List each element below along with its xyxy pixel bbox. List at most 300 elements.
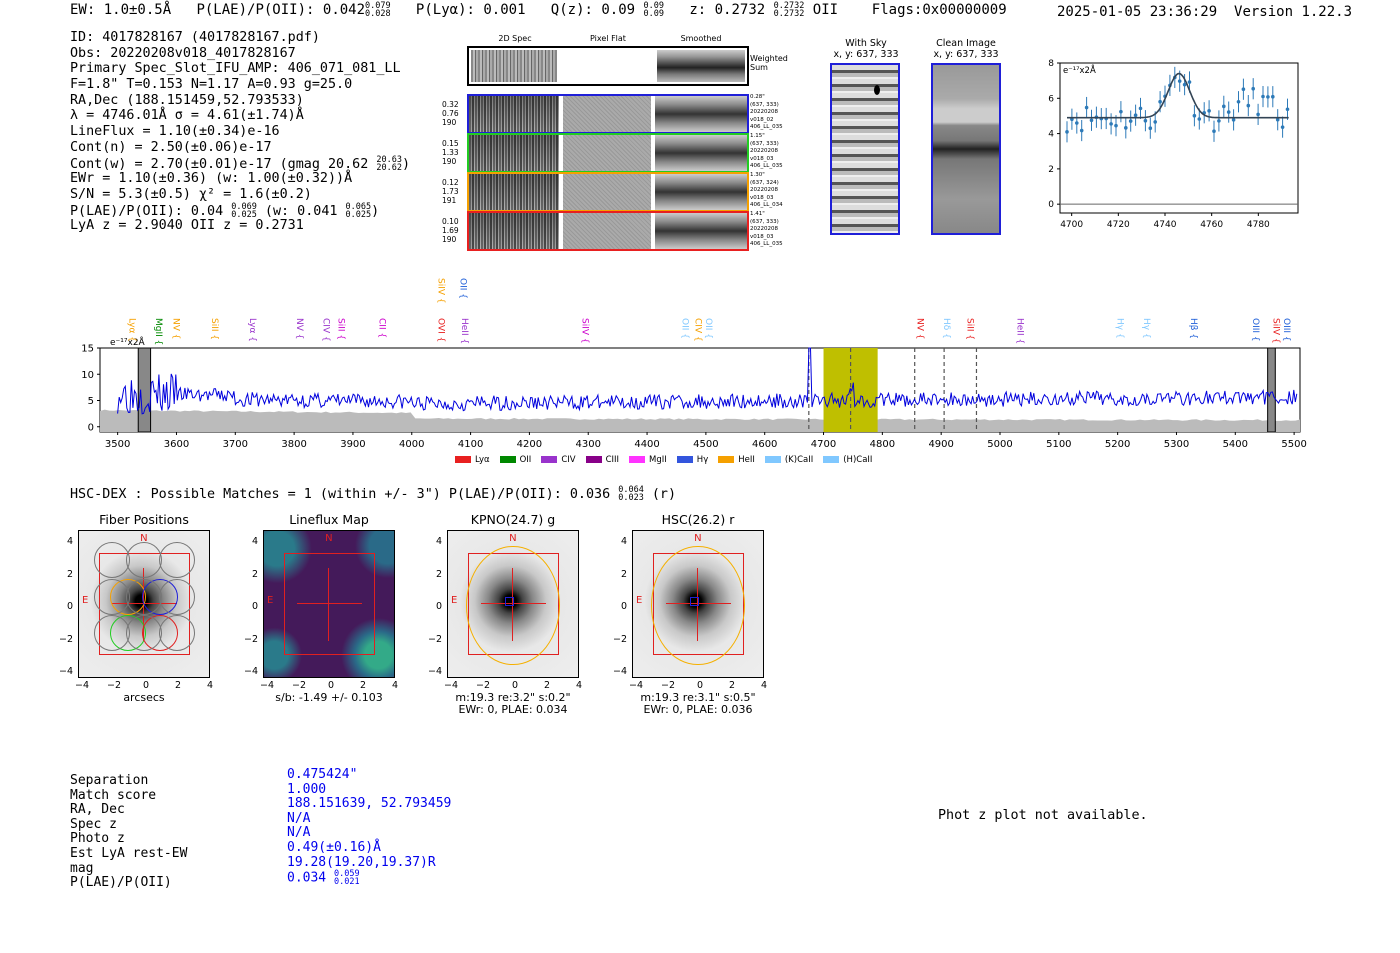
fiber-circle [126, 542, 162, 578]
crosshair-h [297, 603, 362, 604]
spectrum-line-label: Hβ { [1188, 318, 1199, 340]
cutout-ytick-label: −2 [243, 633, 258, 645]
cutout-xtick-label: 2 [359, 680, 367, 691]
spec2d-right-value: (637, 333) [750, 218, 779, 225]
compass-east: E [267, 595, 274, 607]
spectrum-line-label: SiII { [208, 318, 219, 341]
cutout-ytick-label: 4 [66, 536, 73, 547]
cutout-xtick-label: 0 [511, 680, 519, 691]
spectrum-ytick-label: 0 [87, 422, 94, 434]
cutout-xtick-label: 4 [575, 680, 583, 691]
linefit-xtick-label: 4740 [1153, 220, 1177, 230]
plae-w-hi: 0.065 [345, 201, 372, 212]
with-sky-coords: x, y: 637, 333 [833, 49, 899, 60]
primary-slot: Primary Spec_Slot_IFU_AMP: 406_071_081_LL [70, 61, 401, 77]
legend-label: CIV [561, 455, 576, 465]
wavelength-sigma: λ = 4746.01Å σ = 4.61(±1.74)Å [70, 108, 304, 124]
match-table-values [287, 768, 451, 886]
spectrum-xtick-label: 3800 [281, 439, 307, 450]
spec2d-right-value: (637, 324) [750, 179, 779, 186]
cutout-xtick-label: 0 [327, 680, 335, 691]
with-sky-label: With Sky [845, 38, 887, 49]
spectrum-xtick-label: 3700 [222, 439, 249, 450]
linefit-point [1266, 95, 1270, 99]
cutout-xtick-label: −4 [628, 680, 643, 691]
linefit-point [1149, 126, 1153, 130]
cutout-title: HSC(26.2) r [661, 512, 735, 527]
cutout-footer: m:19.3 re:3.2" s:0.2" [455, 691, 571, 704]
match-label: P(LAE)/P(OII) [70, 875, 172, 891]
legend-item [677, 455, 708, 465]
spectrum-xtick-label: 4800 [869, 439, 896, 450]
spectrum-xtick-label: 4300 [575, 439, 601, 450]
header-plya: P(Lyα): 0.001 [415, 2, 526, 18]
linefit-point [1124, 126, 1128, 130]
header-qz: Q(z): 0.09 [550, 2, 636, 18]
cutout-xtick-label: −2 [475, 680, 490, 691]
match-value [287, 856, 451, 871]
cutout-ytick-label: 4 [435, 536, 442, 547]
ra-dec: RA,Dec (188.151459,52.793533) [70, 92, 304, 108]
legend-item [500, 455, 532, 465]
match-label: Match score [70, 787, 157, 803]
legend-swatch [677, 456, 693, 463]
linefit-point [1119, 110, 1123, 114]
linefit-point [1207, 109, 1211, 113]
cutout-xtick-label: −2 [660, 680, 675, 691]
spec2d-row-right-label [750, 94, 800, 132]
match-value-text: 0.49(±0.16)Å [287, 839, 381, 855]
cutout-footer-2: EWr: 0, PLAE: 0.034 [458, 703, 568, 716]
linefit-point [1242, 87, 1246, 91]
spectrum-xtick-label: 4000 [399, 439, 425, 450]
cutout-ytick-label: 2 [251, 568, 258, 580]
match-value-text: 188.151639, 52.793459 [287, 796, 452, 812]
spectrum-line-label: NV { [914, 318, 925, 340]
spectrum-line-label: SiII { [964, 318, 975, 341]
timestamp: 2025-01-05 23:36:29 [1057, 4, 1218, 20]
clean-image-label: Clean Image [936, 38, 996, 49]
match-value-text: 1.000 [287, 781, 327, 797]
header-z-hi: 0.2732 [773, 1, 805, 11]
match-value [287, 768, 451, 783]
linefit-point [1178, 79, 1182, 83]
spec2d-right-value: 406_LL_035 [750, 241, 783, 248]
spectrum-line-label: Lyα { [247, 318, 258, 343]
ewr: EWr = 1.10(±0.36) (w: 1.00(±0.32))Å [70, 171, 353, 187]
spec2d-row [467, 94, 749, 134]
match-value-text: N/A [287, 825, 311, 841]
linefit-unit: e⁻¹⁷x2Å [1063, 66, 1096, 76]
compass-north: N [140, 533, 148, 544]
spec2d-right-value: 20220208 [750, 148, 778, 155]
linefit-point [1271, 95, 1275, 99]
legend-swatch [765, 456, 781, 463]
spec2d-right-value: 406_LL_035 [750, 124, 783, 131]
spec2d-flat [563, 135, 651, 171]
line-fit-plot [1030, 55, 1310, 230]
spectrum-line-label: OIII { [1250, 318, 1260, 342]
cutout-xtick-label: 0 [142, 680, 150, 691]
spectrum-xtick-label: 3600 [163, 439, 190, 450]
spectrum-line-label: CIV { [692, 318, 703, 342]
plae-info-lo: 0.025 [231, 209, 257, 220]
match-value [287, 812, 451, 827]
cutout-panel [422, 512, 614, 727]
cutout-xtick-label: −4 [259, 680, 274, 691]
spectrum-xtick-label: 5500 [1281, 439, 1307, 450]
spec2d-left-value: 0.12 [442, 178, 459, 187]
spectrum-xtick-label: 4500 [693, 439, 719, 450]
legend-swatch [455, 456, 471, 463]
cont-n: Cont(n) = 2.50(±0.06)e-17 [70, 139, 272, 155]
spec2d-left-value: 190 [442, 235, 457, 244]
linefit-point [1237, 100, 1241, 104]
cutout-ytick-label: −4 [243, 666, 258, 677]
linefit-point [1286, 107, 1290, 111]
spec2d-row-right-label [750, 172, 800, 210]
cutout-footer: arcsecs [123, 691, 165, 704]
spec2d-right-value: 1.41" [750, 211, 765, 217]
linefit-frame [1060, 63, 1298, 213]
spectrum-line-label: HeII { [1014, 318, 1025, 345]
spectrum-xtick-label: 5000 [987, 439, 1013, 450]
fiber-params: F=1.8" T=0.153 N=1.17 A=0.93 g=25.0 [70, 77, 353, 93]
aperture-box [284, 553, 375, 655]
spectrum-xtick-label: 4200 [516, 439, 543, 450]
legend-label: HeII [738, 455, 755, 465]
cutout-footer: m:19.3 re:3.1" s:0.5" [640, 691, 756, 704]
spectrum-upper-label: SiIV { [435, 278, 446, 304]
fiber-circle [94, 615, 130, 651]
cutout-xtick-label: 2 [728, 680, 736, 691]
observation: Obs: 20220208v018_4017828167 [70, 45, 296, 61]
target-box [690, 597, 699, 606]
match-label: Separation [70, 773, 149, 788]
linefit-point [1217, 119, 1221, 123]
spec2d-left-value: 190 [442, 157, 457, 166]
spec2d-raw [469, 96, 559, 132]
cutout-xtick-label: 4 [206, 680, 214, 691]
spec2d-left-value: 1.73 [442, 187, 459, 196]
spec2d-flat [563, 213, 651, 249]
linefit-point [1075, 121, 1079, 125]
linefit-point [1139, 107, 1143, 111]
spec2d-right-value: 20220208 [750, 226, 778, 233]
spec2d-right-value: 20220208 [750, 109, 778, 116]
spectrum-line-label: HeII { [458, 318, 469, 345]
spectrum-xtick-label: 4900 [928, 439, 954, 450]
spec2d-left-value: 0.76 [442, 109, 459, 118]
spec2d-smoothed [655, 213, 747, 249]
linefit-point [1153, 120, 1157, 124]
cutout-panel [53, 512, 245, 727]
fiber-circle [126, 615, 162, 651]
cutout-footer: s/b: -1.49 +/- 0.103 [275, 691, 383, 704]
with-sky-image [830, 63, 900, 235]
spectrum-line-label: Hγ { [1114, 318, 1125, 339]
fiber-circle [159, 542, 195, 578]
cutout-title: Lineflux Map [289, 512, 369, 527]
cutout-ytick-label: 4 [251, 536, 258, 547]
cutout-xtick-label: −2 [291, 680, 306, 691]
spectrum-unit: e⁻¹⁷x2Å [110, 338, 145, 348]
fiber-circle [94, 579, 130, 615]
legend-swatch [629, 456, 645, 463]
spectrum-line-label: CII { [376, 318, 387, 339]
linefit-ytick-label: 4 [1048, 129, 1054, 140]
cutout-xtick-label: 2 [174, 680, 182, 691]
spec2d-row [467, 172, 749, 212]
match-value-text: N/A [287, 810, 311, 826]
with-sky-title [828, 38, 904, 60]
linefit-point [1247, 104, 1251, 108]
spectrum-line-label: MgII { [152, 318, 163, 346]
linefit-ytick-label: 8 [1048, 59, 1054, 69]
header-ew: EW: 1.0±0.5Å [70, 2, 172, 18]
spec2d-right-value: 406_LL_034 [750, 202, 783, 209]
linefit-point [1080, 129, 1084, 133]
spectrum-line-label: SiIV { [579, 318, 590, 344]
spec2d-row [467, 133, 749, 173]
legend-swatch [541, 456, 557, 463]
spec2d-raw [469, 213, 559, 249]
compass-north: N [694, 533, 702, 544]
legend-item [586, 455, 619, 465]
match-label: Photo z [70, 831, 125, 847]
cutout-xtick-label: −4 [74, 680, 89, 691]
spec2d-left-value: 0.10 [442, 217, 459, 226]
header-plae-lo: 0.028 [365, 9, 391, 19]
spectrum-line-label: OII { [702, 318, 713, 339]
legend-item [629, 455, 667, 465]
target-box [505, 597, 514, 606]
linefit-point [1134, 113, 1138, 117]
spec2d-left-value: 0.32 [442, 100, 459, 109]
spectrum-xtick-label: 5200 [1104, 439, 1131, 450]
fiber-circle [126, 579, 162, 615]
linefit-xtick-label: 4760 [1200, 220, 1224, 230]
spec2d-right-value: 20220208 [750, 187, 778, 194]
linefit-point [1227, 110, 1231, 114]
spectrum-line-label: SiII { [335, 318, 346, 341]
spec2d-left-value: 0.15 [442, 139, 459, 148]
spectrum-plot [60, 270, 1320, 470]
spec2d-row-right-label [750, 133, 800, 171]
spectrum-xtick-label: 4600 [751, 439, 778, 450]
linefit-point [1158, 100, 1162, 104]
spectrum-line-label: NV { [294, 318, 305, 340]
linefit-point [1065, 130, 1069, 134]
cont-w: Cont(w) = 2.70(±0.01)e-17 (gmag 20.62 [70, 156, 369, 172]
linefit-point [1144, 119, 1148, 123]
cutout-ytick-label: −2 [612, 633, 627, 645]
cutout-ytick-label: 0 [66, 601, 73, 612]
cutout-image [632, 530, 764, 678]
cutout-ytick-label: 2 [620, 568, 627, 580]
spec2d-smoothed [655, 135, 747, 171]
spectrum-line-label: NV { [170, 318, 181, 340]
spec2d-raw [469, 174, 559, 210]
cutout-image [447, 530, 579, 678]
match-value-text: 0.475424" [287, 767, 358, 782]
spec2d-left-value: 191 [442, 196, 457, 205]
spec2d-right-value: (637, 333) [750, 101, 779, 108]
cutout-title: KPNO(24.7) g [470, 512, 556, 527]
spectrum-xtick-label: 3500 [104, 439, 131, 450]
linefit-point [1212, 129, 1216, 133]
header-qz-hi: 0.09 [643, 1, 665, 11]
spectrum-ytick-label: 5 [87, 396, 94, 407]
linefit-ytick-label: 2 [1048, 164, 1054, 175]
cutout-ytick-label: −2 [427, 633, 442, 645]
match-value [287, 826, 451, 841]
compass-east: E [451, 595, 458, 607]
spec2d-right-value: 1.15" [750, 133, 765, 139]
spec2d-smoothed [655, 174, 747, 210]
spectrum-line-label: Lyα { [126, 318, 137, 343]
spectrum-line-label: CIV { [320, 318, 331, 342]
spectrum-line-label: Hδ { [941, 318, 952, 339]
spectrum-xtick-label: 4400 [634, 439, 660, 450]
match-value [287, 870, 451, 886]
linefit-xtick-label: 4700 [1060, 220, 1084, 230]
line-flux: LineFlux = 1.10(±0.34)e-16 [70, 124, 280, 140]
header-z-lo: 0.2732 [773, 9, 805, 19]
spec2d-right-value: v018_02 [750, 116, 774, 123]
cutout-image [78, 530, 210, 678]
header-bar [70, 2, 1007, 18]
spec2d-right-value: (637, 333) [750, 140, 779, 147]
spectrum-ytick-label: 10 [81, 369, 94, 381]
plae-w: (w: 0.041 [264, 203, 338, 219]
fiber-circle [159, 579, 195, 615]
plae-w-lo: 0.025 [345, 209, 372, 220]
linefit-ytick-label: 0 [1048, 200, 1054, 211]
legend-label: Hγ [696, 455, 709, 465]
fiber-circle [94, 542, 130, 578]
cutout-panel [607, 512, 799, 727]
spec2d-row-left-label [442, 100, 466, 127]
compass-north: N [509, 533, 517, 544]
match-value-text: 0.034 [287, 870, 327, 886]
cutout-ytick-label: 2 [66, 568, 73, 580]
match-label: Est LyA rest-EW [70, 845, 188, 861]
compass-north: N [325, 533, 333, 544]
cutout-xtick-label: −2 [106, 680, 121, 691]
cutout-title: Fiber Positions [99, 512, 189, 527]
match-value [287, 841, 451, 856]
cutout-ytick-label: 2 [435, 568, 442, 580]
weighted-sum-label: Weighted Sum [750, 54, 788, 72]
cutout-ytick-label: 0 [620, 601, 627, 612]
cutout-ytick-label: 0 [435, 601, 442, 612]
spec2d-row-left-label [442, 217, 466, 244]
hsc-lo: 0.023 [618, 493, 644, 503]
match-value-text: 19.28(19.20,19.37)R [287, 854, 436, 870]
header-plae-hi: 0.079 [365, 1, 391, 11]
cutout-xtick-label: 4 [760, 680, 768, 691]
col-smoothed-label: Smoothed [680, 34, 722, 43]
sn-chi2: S/N = 5.3(±0.5) χ² = 1.6(±0.2) [70, 186, 312, 202]
legend-item [455, 455, 490, 465]
sky-dark-blob [874, 85, 880, 95]
spectrum-line-label: OVI { [435, 318, 446, 343]
clean-image [931, 63, 1001, 235]
legend-label: CIII [605, 455, 620, 465]
legend-label: (K)CaII [784, 455, 814, 465]
linefit-point [1188, 80, 1192, 84]
spec2d-right-value: 1.30" [750, 172, 765, 178]
detection-info: ID: 4017828167 (4017828167.pdf) Obs: 20220208v018_4017828167 Primary Spec_Slot_IFU_AMP: 406_071_081_LL F=1.8" T=0.153 N=1.17 A=0.93 g=25.0 RA,Dec (188.151459,52.793533) λ = 4746.01Å σ = 4.61(±1.74)Å LineFlux = 1.10(±0.34)e-16 Cont(n) = 2.50(±0.06)e-17 Cont(w) = 2.70(±0.01)e-17 (gmag 20.62 20.63 20.62 ) EWr = 1.10(±0.36) (w: 1.00(±0.32))Å S/N = 5.3(±0.5) χ² = 1.6(±0.2) P(LAE)/P(OII): 0.04 0.069 0.025 (w: 0.041 0.065 0.025 ) LyA z = 2.9040 OII z = 0.2731 [70, 30, 411, 234]
cutout-ytick-label: −2 [58, 633, 73, 645]
spectrum-legend [455, 447, 882, 466]
legend-label: MgII [649, 455, 667, 465]
cutout-ytick-label: −4 [427, 666, 442, 677]
cutout-xtick-label: 0 [696, 680, 704, 691]
spectrum-xtick-label: 3900 [340, 439, 366, 450]
version: Version 1.22.3 [1234, 4, 1353, 20]
match-value [287, 797, 451, 812]
cutout-footer-2: EWr: 0, PLAE: 0.036 [643, 703, 753, 716]
clean-image-coords: x, y: 637, 333 [933, 49, 999, 60]
plae-info: P(LAE)/P(OII): 0.04 [70, 203, 224, 219]
cutout-ytick-label: −4 [58, 666, 73, 677]
cutout-xtick-label: 2 [543, 680, 551, 691]
header-z-line: OII [812, 2, 839, 18]
legend-label: (H)CaII [843, 455, 873, 465]
linefit-point [1256, 113, 1260, 117]
lya-oii-z: LyA z = 2.9040 OII z = 0.2731 [70, 218, 304, 234]
linefit-xtick-label: 4780 [1246, 220, 1270, 230]
linefit-point [1261, 95, 1265, 99]
compass-east: E [82, 595, 89, 607]
spectrum-masked-region [1268, 348, 1276, 432]
weighted-sum-strip [467, 46, 749, 86]
linefit-point [1193, 114, 1197, 118]
linefit-point [1129, 119, 1133, 123]
spec2d-row-left-label [442, 139, 466, 166]
linefit-point [1281, 125, 1285, 129]
cutout-xtick-label: 4 [391, 680, 399, 691]
spec2d-raw [469, 135, 559, 171]
cutout-xtick-label: −4 [443, 680, 458, 691]
legend-label: Lyα [475, 455, 490, 465]
spec2d-flat [563, 174, 651, 210]
spectrum-upper-label: OII { [457, 278, 468, 299]
legend-swatch [500, 456, 516, 463]
cont-w-hi: 20.63 [376, 154, 402, 165]
clean-image-title [928, 38, 1004, 60]
spec2d-right-value: v018_03 [750, 155, 774, 162]
photz-note: Phot z plot not available. [938, 808, 1148, 823]
legend-swatch [718, 456, 734, 463]
match-label: RA, Dec [70, 802, 125, 818]
header-right [1057, 4, 1352, 20]
col-2dspec-label: 2D Spec [498, 34, 532, 43]
spec2d-left-value: 1.69 [442, 226, 459, 235]
spectrum-ytick-label: 15 [81, 343, 94, 355]
cont-w-lo: 20.62 [376, 162, 402, 173]
spec2d-row-right-label [750, 211, 800, 249]
linefit-point [1222, 105, 1226, 109]
linefit-point [1090, 118, 1094, 122]
spec2d-right-value: v018_03 [750, 233, 774, 240]
legend-swatch [586, 456, 602, 463]
linefit-xtick-label: 4720 [1106, 220, 1130, 230]
spectrum-line-label: OII { [679, 318, 690, 339]
header-plae: P(LAE)/P(OII): 0.042 [196, 2, 366, 18]
